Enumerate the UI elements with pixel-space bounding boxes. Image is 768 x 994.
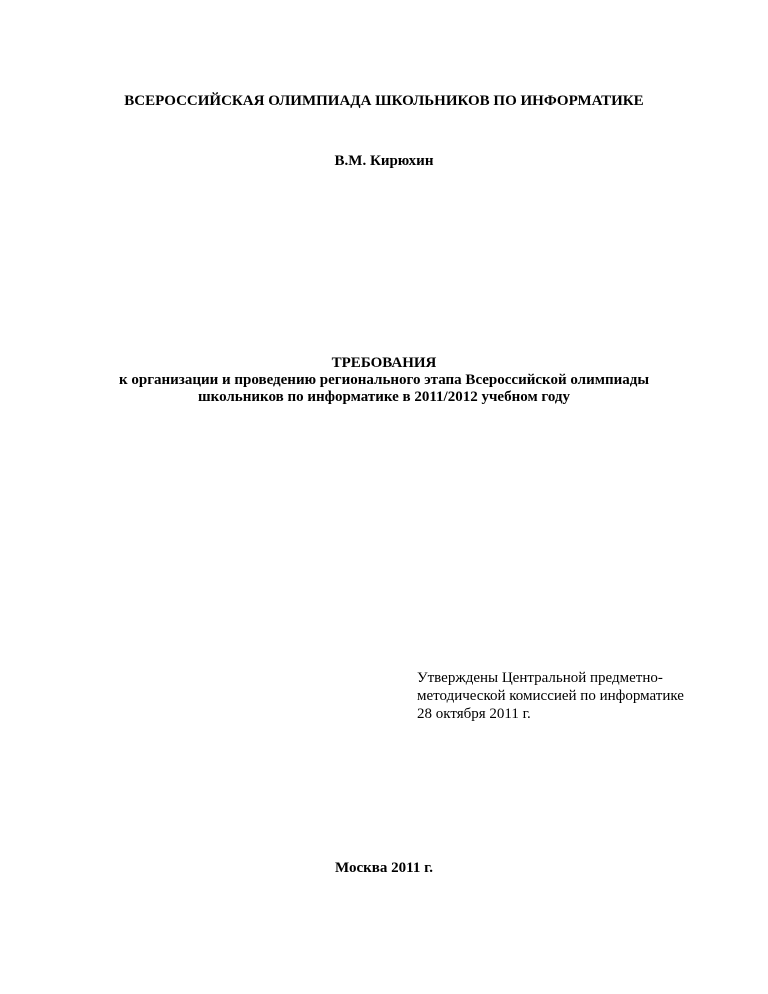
organization-title: ВСЕРОССИЙСКАЯ ОЛИМПИАДА ШКОЛЬНИКОВ ПО ИНФОРМАТИКЕ	[124, 93, 644, 109]
approval-line-3: 28 октября 2011 г.	[417, 706, 531, 722]
requirements-block	[0, 355, 768, 406]
requirements-subtitle-line-2: школьников по информатике в 2011/2012 учебном году	[197, 389, 571, 405]
approval-line-1: Утверждены Центральной предметно-	[417, 670, 663, 686]
approval-line-2: методической комиссией по информатике	[417, 688, 684, 704]
requirements-heading: ТРЕБОВАНИЯ	[331, 355, 437, 371]
requirements-subtitle-line-1: к организации и проведению регионального этапа Всероссийской олимпиады	[118, 372, 650, 388]
author-name: В.М. Кирюхин	[334, 153, 434, 169]
approval-note	[417, 669, 747, 723]
city-year: Москва 2011 г.	[335, 860, 433, 876]
